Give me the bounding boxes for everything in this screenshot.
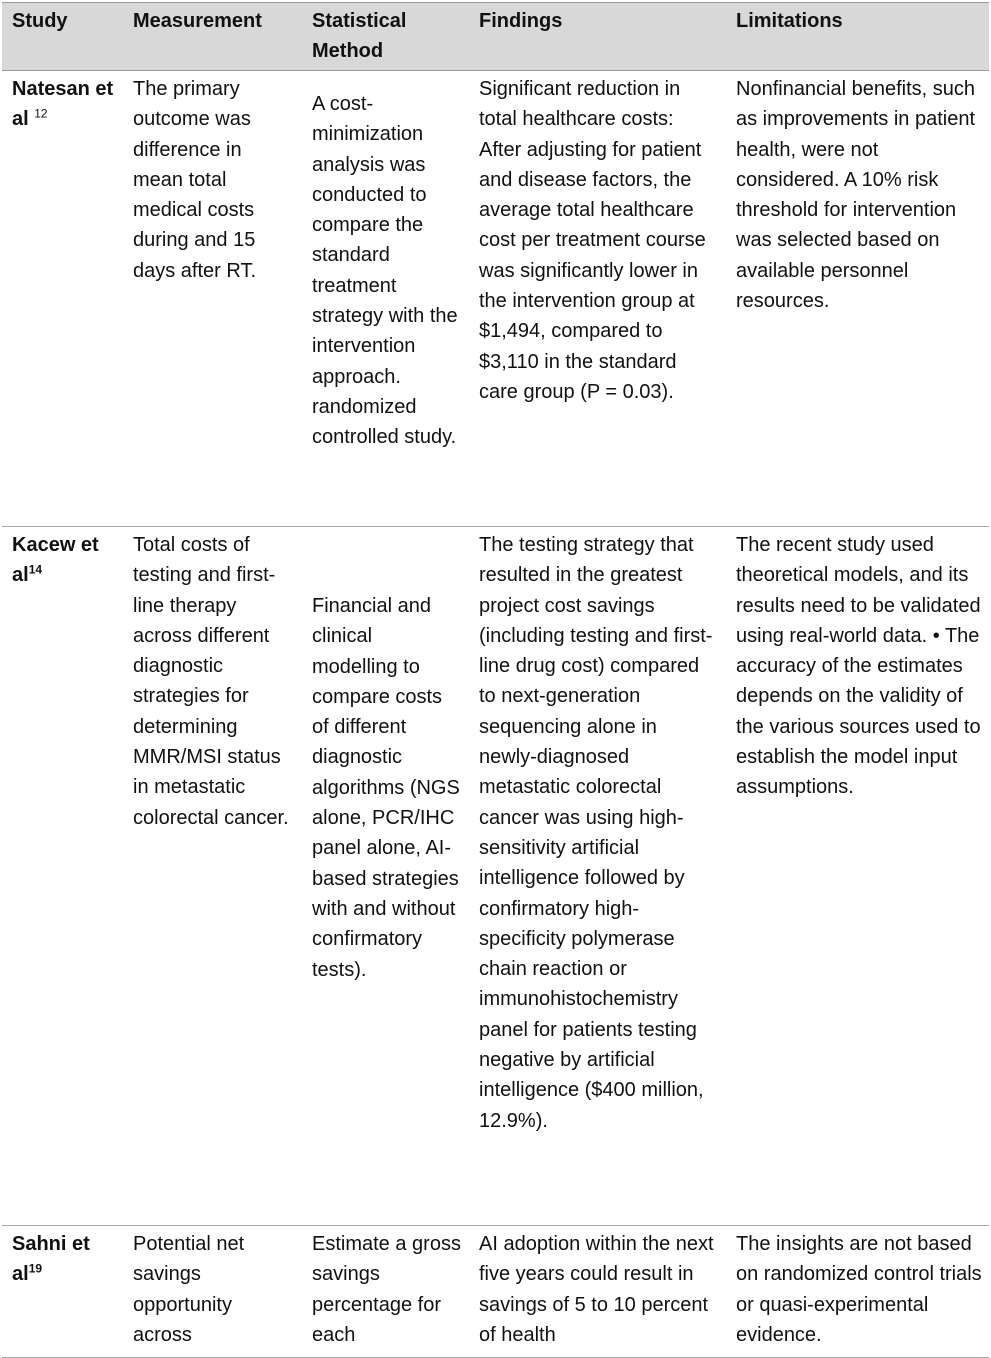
measurement-cell: Total costs of testing and first-line therapy across different diagnostic strategies for determining MMR/MSI status in metastatic colorectal cancer. <box>123 527 302 1226</box>
header-row <box>2 3 989 71</box>
header-statistical-method: Statistical Method <box>302 3 469 71</box>
study-name: Natesan et al <box>12 78 114 131</box>
header-findings: Findings <box>469 3 726 71</box>
measurement-cell: Potential net savings opportunity across <box>123 1226 302 1358</box>
table-row <box>2 1226 989 1358</box>
study-cell <box>2 71 123 527</box>
header-limitations: Limitations <box>726 3 989 71</box>
study-cell <box>2 1226 123 1358</box>
table-body <box>2 71 989 1358</box>
table-row <box>2 527 989 1226</box>
findings-cell: The testing strategy that resulted in the greatest project cost savings (including testing and first-line drug cost) compared to next-generation sequencing alone in newly-diagnosed metastatic colorectal cancer was using high-sensitivity artificial intelligence followed by confirmatory high-specificity polymerase chain reaction or immunohistochemistry panel for patients testing negative by artificial intelligence ($400 million, 12.9%). <box>469 527 726 1226</box>
header-measurement: Measurement <box>123 3 302 71</box>
table-header <box>2 3 989 71</box>
limitations-cell: The insights are not based on randomized control trials or quasi-experimental evidence. <box>726 1226 989 1358</box>
findings-cell: AI adoption within the next five years could result in savings of 5 to 10 percent of health <box>469 1226 726 1358</box>
study-reference: 19 <box>28 1261 43 1276</box>
header-study: Study <box>2 3 123 71</box>
study-name: Sahni et al <box>12 1233 90 1286</box>
limitations-cell: Nonfinancial benefits, such as improvements in patient health, were not considered. A 10% risk threshold for intervention was selected based on available personnel resources. <box>726 71 989 527</box>
study-name: Kacew et al <box>12 534 99 587</box>
study-reference: 14 <box>28 562 43 577</box>
method-cell: Financial and clinical modelling to compare costs of different diagnostic algorithms (NGS alone, PCR/IHC panel alone, AI-based strategies with and without confirmatory tests). <box>302 527 469 1226</box>
measurement-cell: The primary outcome was difference in mean total medical costs during and 15 days after RT. <box>123 71 302 527</box>
study-reference: 12 <box>34 106 48 121</box>
study-comparison-table <box>2 2 989 1358</box>
method-cell: A cost-minimization analysis was conducted to compare the standard treatment strategy with the intervention approach. randomized controlled study. <box>302 71 469 527</box>
findings-cell: Significant reduction in total healthcare costs: After adjusting for patient and disease factors, the average total healthcare cost per treatment course was significantly lower in the intervention group at $1,494, compared to $3,110 in the standard care group (P = 0.03). <box>469 71 726 527</box>
table-row <box>2 71 989 527</box>
study-cell <box>2 527 123 1226</box>
method-cell: Estimate a gross savings percentage for each <box>302 1226 469 1358</box>
limitations-cell: The recent study used theoretical models, and its results need to be validated using real-world data. • The accuracy of the estimates depends on the validity of the various sources used to establish the model input assumptions. <box>726 527 989 1226</box>
